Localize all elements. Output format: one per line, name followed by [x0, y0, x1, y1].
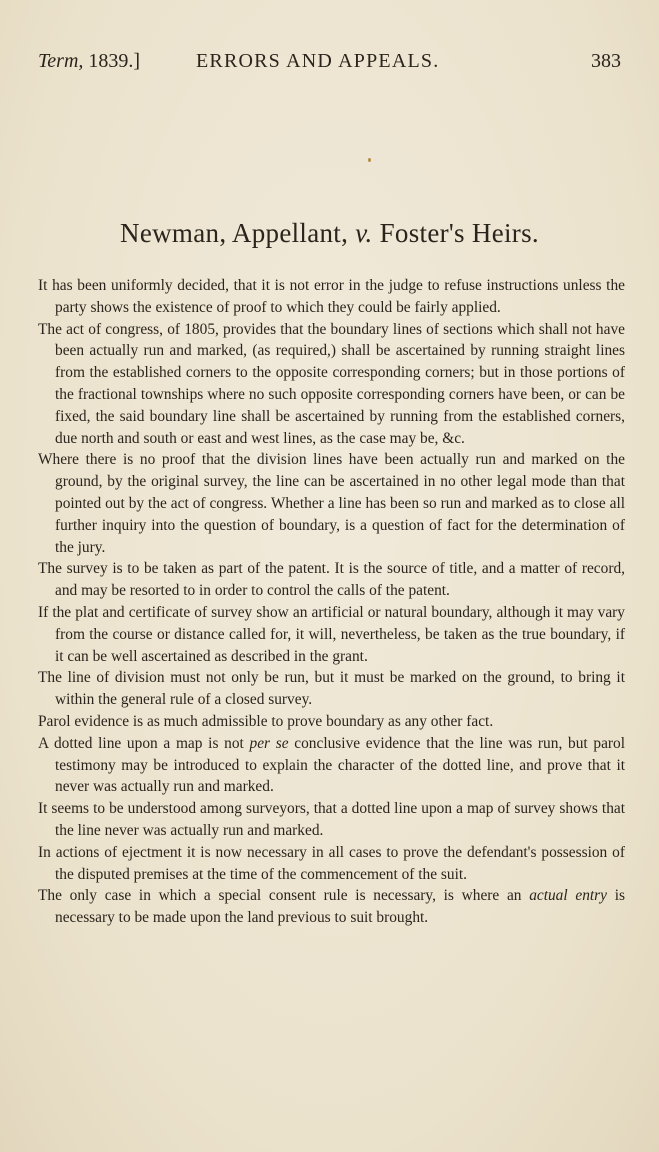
headnote: If the plat and certificate of survey show an artificial or natural boundary, although it may vary from the course or distance called for, it will, nevertheless, be taken as the true boundary, if it can be well ascertained as described in the grant. — [38, 603, 625, 665]
page-header — [36, 50, 623, 80]
page-number: 383 — [591, 50, 621, 72]
headnote: The line of division must not only be run, but it must be marked on the ground, to bring it within the general rule of a closed survey. — [38, 669, 625, 709]
headnote: The only case in which a special consent rule is necessary, is where an actual entry is necessary to be made upon the land previous to suit brought. — [38, 887, 625, 927]
headnote: It seems to be understood among surveyors, that a dotted line upon a map of survey shows that the line never was actually run and marked. — [38, 800, 625, 839]
ink-speck — [368, 158, 371, 162]
headnote: The act of congress, of 1805, provides that the boundary lines of sections which shall not have been actually run and marked, (as required,) shall be ascertained by running straight lines from the established corners to the opposite corresponding corners; but in those portions of the fractional townships where no such opposite corresponding corners have been, or can be fixed, the said boundary line shall be ascertained by running from the established corners, due north and south or east and west lines, as the case may be, &c. — [38, 320, 625, 447]
headnote: Where there is no proof that the division lines have been actually run and marked on the ground, by the original survey, the line can be ascertained in no other legal mode than that pointed out by the act of congress. Whether a line has been so run and marked as to close all further inquiry into the question of boundary, is a question of fact for the determination of the jury. — [38, 451, 625, 556]
running-title: ERRORS AND APPEALS. — [196, 50, 440, 72]
headnotes — [38, 275, 625, 929]
case-title: Newman, Appellant, v. Foster's Heirs. — [120, 218, 539, 248]
headnote: The survey is to be taken as part of the patent. It is the source of title, and a matter of record, and may be resorted to in order to control the calls of the patent. — [38, 560, 625, 600]
headnote: Parol evidence is as much admissible to prove boundary as any other fact. — [38, 712, 494, 730]
term-label: Term, 1839.] — [38, 50, 141, 72]
headnote: In actions of ejectment it is now necessary in all cases to prove the defendant's possession of the disputed premises at the time of the commencement of the suit. — [38, 843, 625, 883]
headnote: It has been uniformly decided, that it is not error in the judge to refuse instructions unless the party shows the existence of proof to which they could be fairly applied. — [38, 277, 625, 316]
headnote: A dotted line upon a map is not per se conclusive evidence that the line was run, but parol testimony may be introduced to explain the character of the dotted line, and prove that it never was actually run and marked. — [38, 734, 625, 796]
